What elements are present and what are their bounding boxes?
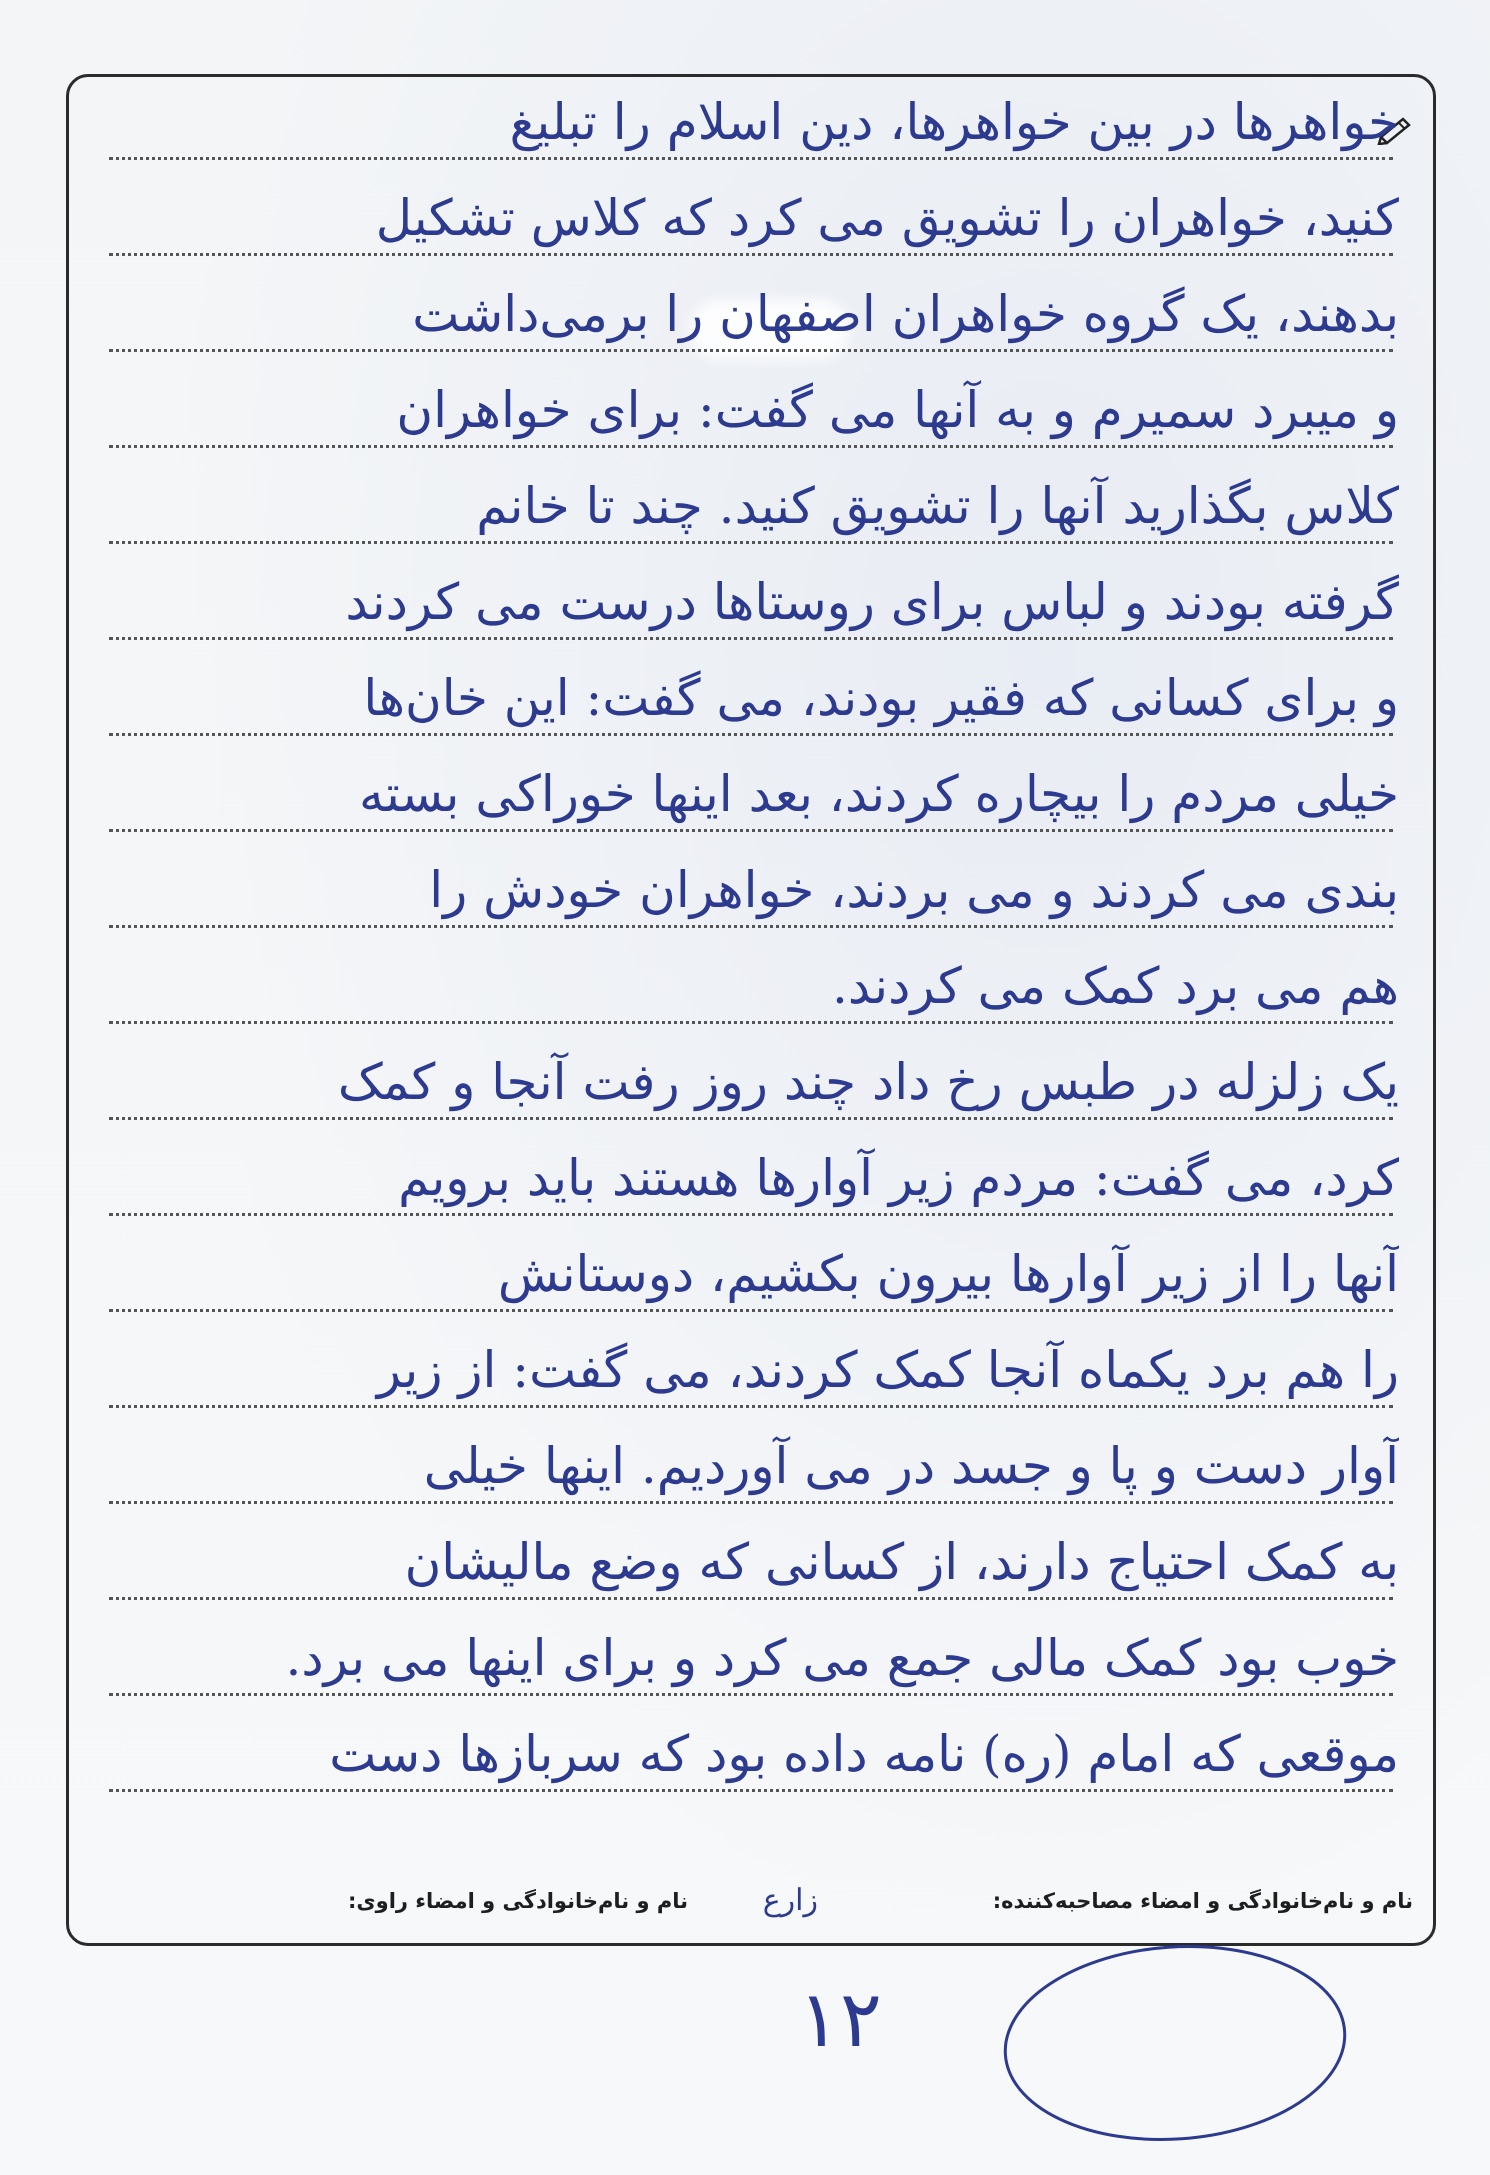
handwritten-line: کلاس بگذارید آنها را تشویق کنید. چند تا خانم bbox=[476, 477, 1399, 535]
handwritten-line: آوار دست و پا و جسد در می آوردیم. اینها خیلی bbox=[423, 1437, 1399, 1495]
page-number: ۱۲ bbox=[798, 1975, 882, 2065]
handwritten-line: کرد، می گفت: مردم زیر آوارها هستند باید برویم bbox=[398, 1149, 1399, 1207]
signature-oval bbox=[995, 1935, 1355, 2150]
handwritten-line: بدهند، یک گروه خواهران اصفهان را برمی‌داشت bbox=[412, 285, 1399, 343]
handwritten-line: به کمک احتیاج دارند، از کسانی که وضع مالیشان bbox=[404, 1533, 1399, 1591]
handwritten-line: کنید، خواهران را تشویق می کرد که کلاس تشکیل bbox=[375, 189, 1399, 247]
narrator-label: نام و نام‌خانوادگی و امضاء راوی: bbox=[348, 1889, 688, 1913]
handwritten-line: موقعی که امام (ره) نامه داده بود که سربازها دست bbox=[329, 1725, 1399, 1783]
handwritten-line: را هم برد یکماه آنجا کمک کردند، می گفت: از زیر bbox=[376, 1341, 1399, 1399]
interviewer-signature: زارع bbox=[762, 1883, 818, 1918]
interviewer-label: نام و نام‌خانوادگی و امضاء مصاحبه‌کننده: bbox=[992, 1889, 1413, 1913]
handwritten-line: و برای کسانی که فقیر بودند، می گفت: این خان‌ها bbox=[363, 669, 1399, 727]
handwritten-line: گرفته بودند و لباس برای روستاها درست می کردند bbox=[345, 573, 1399, 631]
handwritten-line: یک زلزله در طبس رخ داد چند روز رفت آنجا و کمک bbox=[337, 1053, 1399, 1111]
signature-footer bbox=[89, 1883, 1413, 1929]
handwritten-line: هم می برد کمک می کردند. bbox=[832, 957, 1399, 1015]
handwritten-line: و میبرد سمیرم و به آنها می گفت: برای خواهران bbox=[396, 381, 1399, 439]
handwritten-line: خواهرها در بین خواهرها، دین اسلام را تبلیغ bbox=[509, 93, 1399, 151]
handwritten-line: خیلی مردم را بیچاره کردند، بعد اینها خوراکی بسته bbox=[359, 765, 1399, 823]
handwritten-line: آنها را از زیر آوارها بیرون بکشیم، دوستانش bbox=[497, 1245, 1399, 1303]
page-frame bbox=[66, 74, 1436, 1946]
handwritten-line: بندی می کردند و می بردند، خواهران خودش را bbox=[429, 861, 1399, 919]
handwritten-line: خوب بود کمک مالی جمع می کرد و برای اینها می برد. bbox=[285, 1629, 1399, 1687]
